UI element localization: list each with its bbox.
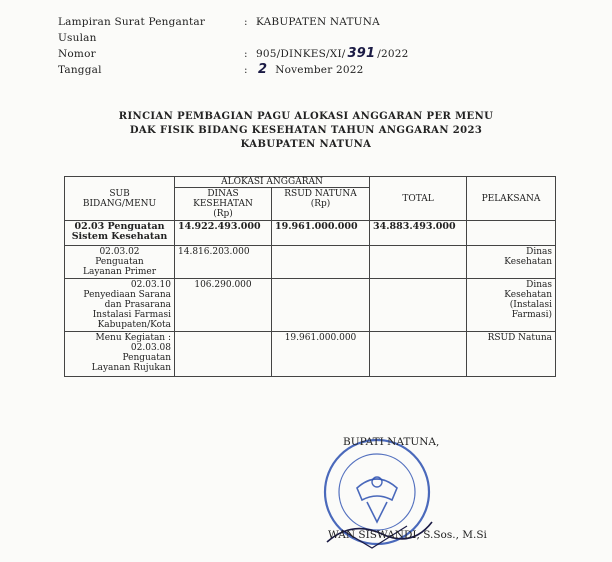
header-label: Tanggal bbox=[58, 64, 102, 76]
col-alokasi: ALOKASI ANGGARAN bbox=[175, 177, 370, 188]
cell-sub: 02.03 Penguatan Sistem Kesehatan bbox=[65, 221, 175, 246]
header-label: Lampiran Surat Pengantar Usulan bbox=[58, 16, 206, 44]
cell-sub: 02.03.10 Penyediaan Sarana dan Prasarana Instalasi Farmasi Kabupaten/Kota bbox=[65, 279, 175, 332]
cell-total: 34.883.493.000 bbox=[370, 221, 467, 246]
table-row bbox=[65, 246, 556, 279]
cell-total bbox=[370, 246, 467, 279]
title-line-1: RINCIAN PEMBAGIAN PAGU ALOKASI ANGGARAN PER MENU bbox=[118, 111, 494, 122]
cell-total bbox=[370, 332, 467, 377]
cell-pelaksana bbox=[467, 221, 556, 246]
cell-pelaksana: Dinas Kesehatan (Instalasi Farmasi) bbox=[467, 279, 556, 332]
header-row-lampiran bbox=[58, 14, 409, 46]
cell-rsud: 19.961.000.000 bbox=[272, 221, 370, 246]
cell-sub: Menu Kegiatan : 02.03.08 Penguatan Layanan Rujukan bbox=[65, 332, 175, 377]
signature-title: BUPATI NATUNA, bbox=[343, 436, 440, 448]
table-header-row bbox=[65, 177, 556, 188]
col-sub-bidang: SUB BIDANG/MENU bbox=[65, 177, 175, 221]
col-rsud: RSUD NATUNA (Rp) bbox=[272, 188, 370, 221]
header-row-tanggal bbox=[58, 62, 409, 78]
cell-sub: 02.03.02 Penguatan Layanan Primer bbox=[65, 246, 175, 279]
handwritten-day: 2 bbox=[258, 62, 268, 77]
title-line-2: DAK FISIK BIDANG KESEHATAN TAHUN ANGGARAN 2023 bbox=[129, 125, 483, 136]
cell-dinas: 14.816.203.000 bbox=[175, 246, 272, 279]
header-row-nomor bbox=[58, 46, 409, 62]
cell-pelaksana: Dinas Kesehatan bbox=[467, 246, 556, 279]
col-total: TOTAL bbox=[370, 177, 467, 221]
cell-rsud bbox=[272, 279, 370, 332]
header-sep: : bbox=[244, 48, 248, 60]
cell-total bbox=[370, 279, 467, 332]
title-line-3: KABUPATEN NATUNA bbox=[240, 139, 372, 150]
cell-pelaksana: RSUD Natuna bbox=[467, 332, 556, 377]
col-dinas: DINAS KESEHATAN (Rp) bbox=[175, 188, 272, 221]
cell-rsud bbox=[272, 246, 370, 279]
header-value-suffix: November 2022 bbox=[275, 64, 364, 76]
handwritten-number: 391 bbox=[347, 46, 376, 61]
table-row bbox=[65, 332, 556, 377]
table-row bbox=[65, 279, 556, 332]
budget-table bbox=[64, 176, 556, 377]
cell-dinas bbox=[175, 332, 272, 377]
col-pelaksana: PELAKSANA bbox=[467, 177, 556, 221]
cell-dinas: 106.290.000 bbox=[175, 279, 272, 332]
header-label: Nomor bbox=[58, 48, 96, 60]
cell-dinas: 14.922.493.000 bbox=[175, 221, 272, 246]
header-value-prefix: 905/DINKES/XI/ bbox=[256, 48, 346, 60]
table-row bbox=[65, 221, 556, 246]
cell-rsud: 19.961.000.000 bbox=[272, 332, 370, 377]
document-title bbox=[0, 110, 612, 152]
signature-name: WAN SISWANDI, S.Sos., M.Si bbox=[328, 529, 487, 541]
header-sep: : bbox=[244, 64, 248, 76]
header-value-suffix: /2022 bbox=[377, 48, 409, 60]
header-sep: : bbox=[244, 16, 248, 28]
header-value: KABUPATEN NATUNA bbox=[256, 16, 380, 28]
letter-header bbox=[58, 14, 409, 78]
